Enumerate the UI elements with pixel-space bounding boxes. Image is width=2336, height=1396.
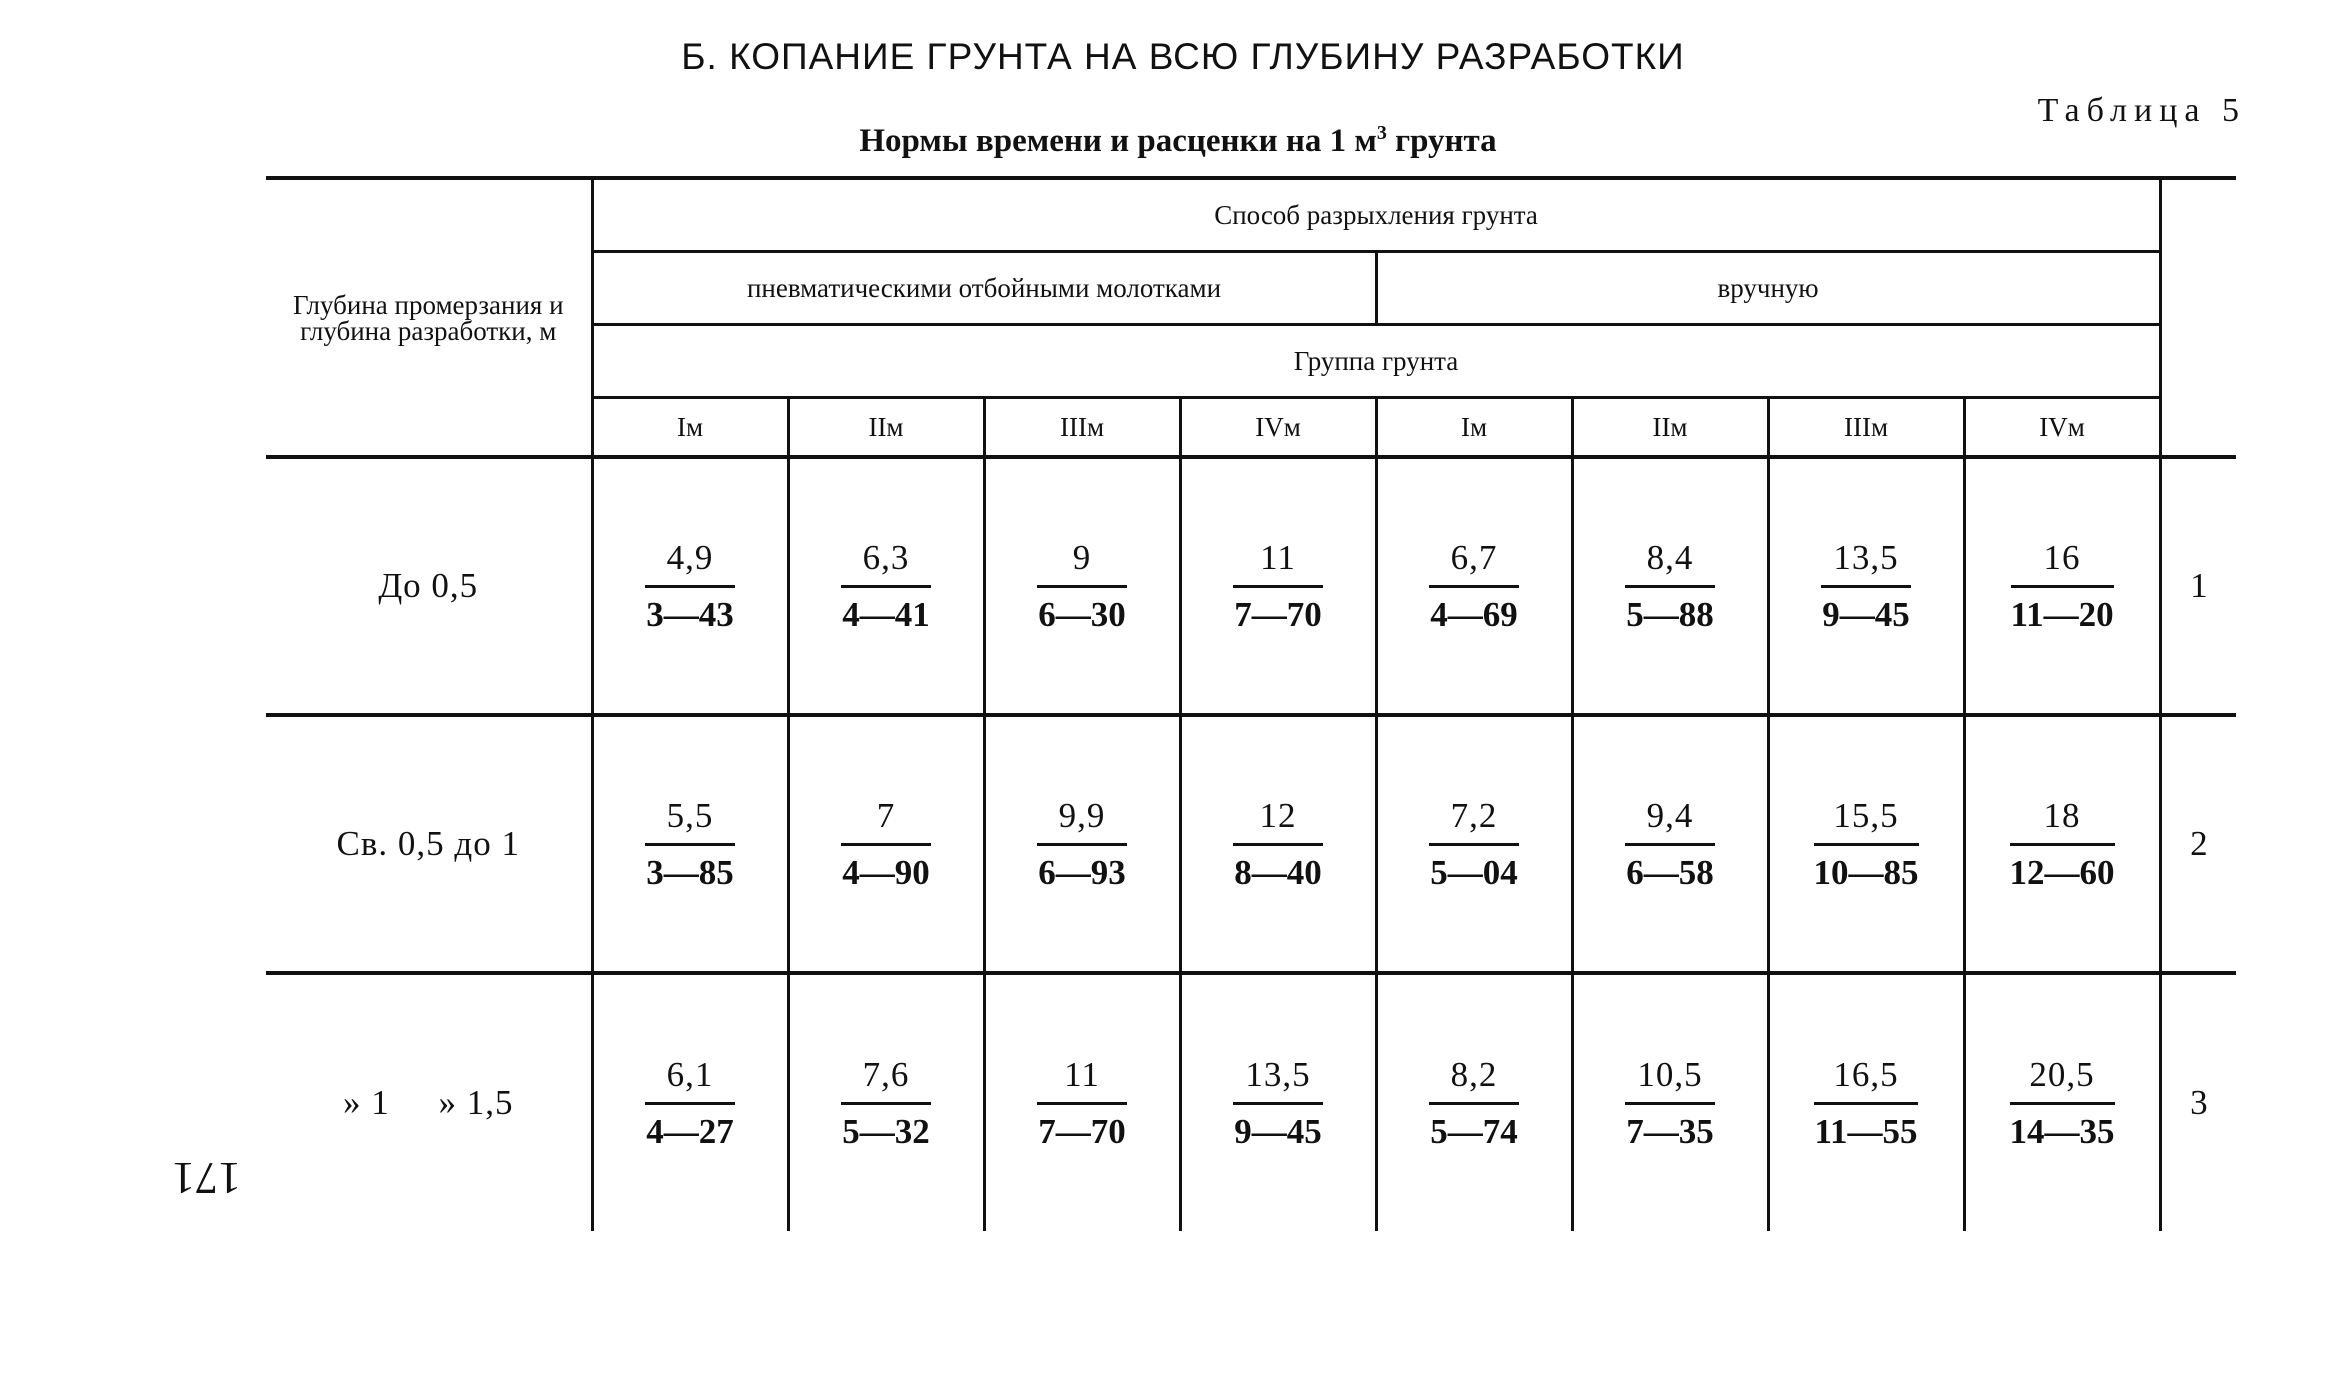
depth-header: Глубина промерзания и глубина разработки, м	[266, 178, 592, 457]
time-norm: 13,5	[1233, 1052, 1323, 1105]
subtitle-exponent: 3	[1376, 122, 1387, 144]
norm-cell	[1768, 715, 1964, 973]
fraction	[2010, 793, 2115, 896]
depth-label: До 0,5	[266, 457, 592, 715]
norm-cell	[1376, 457, 1572, 715]
fraction	[841, 1052, 931, 1155]
time-norm: 20,5	[2010, 1052, 2115, 1105]
grade-header: IVм	[1180, 398, 1376, 458]
fraction	[1625, 535, 1715, 638]
row-index: 2	[2160, 715, 2236, 973]
price-rate: 6—30	[1038, 594, 1126, 634]
time-norm: 8,2	[1429, 1052, 1519, 1105]
norm-cell	[592, 973, 788, 1231]
price-rate: 4—69	[1430, 594, 1518, 634]
subtitle-text: Нормы времени и расценки на 1 м	[859, 123, 1377, 159]
time-norm: 6,1	[645, 1052, 735, 1105]
norm-cell	[592, 457, 788, 715]
norm-cell	[1180, 973, 1376, 1231]
price-rate: 7—35	[1626, 1111, 1714, 1151]
price-rate: 4—90	[842, 852, 930, 892]
grade-header: IVм	[1964, 398, 2160, 458]
norm-cell	[1768, 973, 1964, 1231]
norm-cell	[984, 973, 1180, 1231]
norm-cell	[1572, 715, 1768, 973]
time-norm: 13,5	[1821, 535, 1911, 588]
time-norm: 9	[1037, 535, 1127, 588]
norm-cell	[1964, 715, 2160, 973]
time-norm: 9,9	[1037, 793, 1127, 846]
group-header: Группа грунта	[592, 325, 2160, 398]
fraction	[1821, 535, 1911, 638]
price-rate: 11—55	[1814, 1111, 1918, 1151]
fraction	[1233, 1052, 1323, 1155]
time-norm: 7,2	[1429, 793, 1519, 846]
time-norm: 16	[2011, 535, 2114, 588]
depth-label: Св. 0,5 до 1	[266, 715, 592, 973]
price-rate: 9—45	[1234, 1111, 1322, 1151]
norm-cell	[592, 715, 788, 973]
grade-header: IIIм	[1768, 398, 1964, 458]
price-rate: 11—20	[2010, 594, 2114, 634]
norm-cell	[788, 457, 984, 715]
fraction	[841, 535, 931, 638]
time-norm: 11	[1037, 1052, 1127, 1105]
price-rate: 5—32	[842, 1111, 930, 1151]
time-norm: 6,7	[1429, 535, 1519, 588]
price-rate: 8—40	[1234, 852, 1322, 892]
fraction	[645, 1052, 735, 1155]
norm-cell	[1376, 973, 1572, 1231]
fraction	[1233, 793, 1323, 896]
row-index: 3	[2160, 973, 2236, 1231]
time-norm: 7	[841, 793, 931, 846]
time-norm: 9,4	[1625, 793, 1715, 846]
fraction	[1625, 1052, 1715, 1155]
grade-header: Iм	[592, 398, 788, 458]
time-norm: 12	[1233, 793, 1323, 846]
header-row-method	[266, 178, 2236, 252]
table-row	[266, 973, 2236, 1231]
norm-cell	[984, 457, 1180, 715]
price-rate: 4—27	[646, 1111, 734, 1151]
time-norm: 4,9	[645, 535, 735, 588]
row-index: 1	[2160, 457, 2236, 715]
price-rate: 9—45	[1822, 594, 1910, 634]
norm-cell	[788, 715, 984, 973]
fraction	[1429, 793, 1519, 896]
norm-cell	[984, 715, 1180, 973]
price-rate: 5—74	[1430, 1111, 1518, 1151]
time-norm: 11	[1233, 535, 1323, 588]
norm-cell	[788, 973, 984, 1231]
index-header	[2160, 178, 2236, 457]
norm-cell	[1572, 457, 1768, 715]
section-title: Б. КОПАНИЕ ГРУНТА НА ВСЮ ГЛУБИНУ РАЗРАБОТКИ	[681, 36, 1685, 77]
fraction	[1429, 535, 1519, 638]
fraction	[1037, 1052, 1127, 1155]
time-norm: 10,5	[1625, 1052, 1715, 1105]
norm-cell	[1964, 457, 2160, 715]
fraction	[2011, 535, 2114, 638]
depth-label: » 1 » 1,5	[266, 973, 592, 1231]
table-subtitle	[0, 122, 2336, 160]
page-number: 171	[172, 1153, 241, 1204]
price-rate: 14—35	[2009, 1111, 2115, 1151]
price-rate: 3—85	[646, 852, 734, 892]
price-rate: 7—70	[1234, 594, 1322, 634]
time-norm: 7,6	[841, 1052, 931, 1105]
time-norm: 16,5	[1814, 1052, 1917, 1105]
price-rate: 5—04	[1430, 852, 1518, 892]
fraction	[645, 535, 735, 638]
price-rate: 6—58	[1626, 852, 1714, 892]
fraction	[2010, 1052, 2115, 1155]
fraction	[1814, 1052, 1917, 1155]
fraction	[1037, 535, 1127, 638]
norm-cell	[1572, 973, 1768, 1231]
subtitle-suffix: грунта	[1386, 123, 1497, 159]
price-rate: 6—93	[1038, 852, 1126, 892]
method-header: Способ разрыхления грунта	[592, 178, 2160, 252]
fraction	[1233, 535, 1323, 638]
time-norm: 18	[2010, 793, 2115, 846]
time-norm: 5,5	[645, 793, 735, 846]
grade-header: IIм	[1572, 398, 1768, 458]
fraction	[1429, 1052, 1519, 1155]
norm-cell	[1180, 715, 1376, 973]
norm-cell	[1768, 457, 1964, 715]
norms-table	[266, 176, 2236, 1231]
fraction	[1625, 793, 1715, 896]
price-rate: 10—85	[1813, 852, 1919, 892]
grade-header: IIм	[788, 398, 984, 458]
grade-header: IIIм	[984, 398, 1180, 458]
price-rate: 5—88	[1626, 594, 1714, 634]
price-rate: 12—60	[2009, 852, 2115, 892]
table-row	[266, 715, 2236, 973]
price-rate: 7—70	[1038, 1111, 1126, 1151]
fraction	[1037, 793, 1127, 896]
price-rate: 4—41	[842, 594, 930, 634]
norm-cell	[1180, 457, 1376, 715]
time-norm: 6,3	[841, 535, 931, 588]
fraction	[1814, 793, 1919, 896]
grade-header: Iм	[1376, 398, 1572, 458]
fraction	[645, 793, 735, 896]
time-norm: 15,5	[1814, 793, 1919, 846]
time-norm: 8,4	[1625, 535, 1715, 588]
table-row	[266, 457, 2236, 715]
tool-manual-header: вручную	[1376, 252, 2160, 325]
norm-cell	[1376, 715, 1572, 973]
tool-pneumatic-header: пневматическими отбойными молотками	[592, 252, 1376, 325]
table-number: Таблица 5	[2037, 92, 2246, 129]
norm-cell	[1964, 973, 2160, 1231]
fraction	[841, 793, 931, 896]
price-rate: 3—43	[646, 594, 734, 634]
